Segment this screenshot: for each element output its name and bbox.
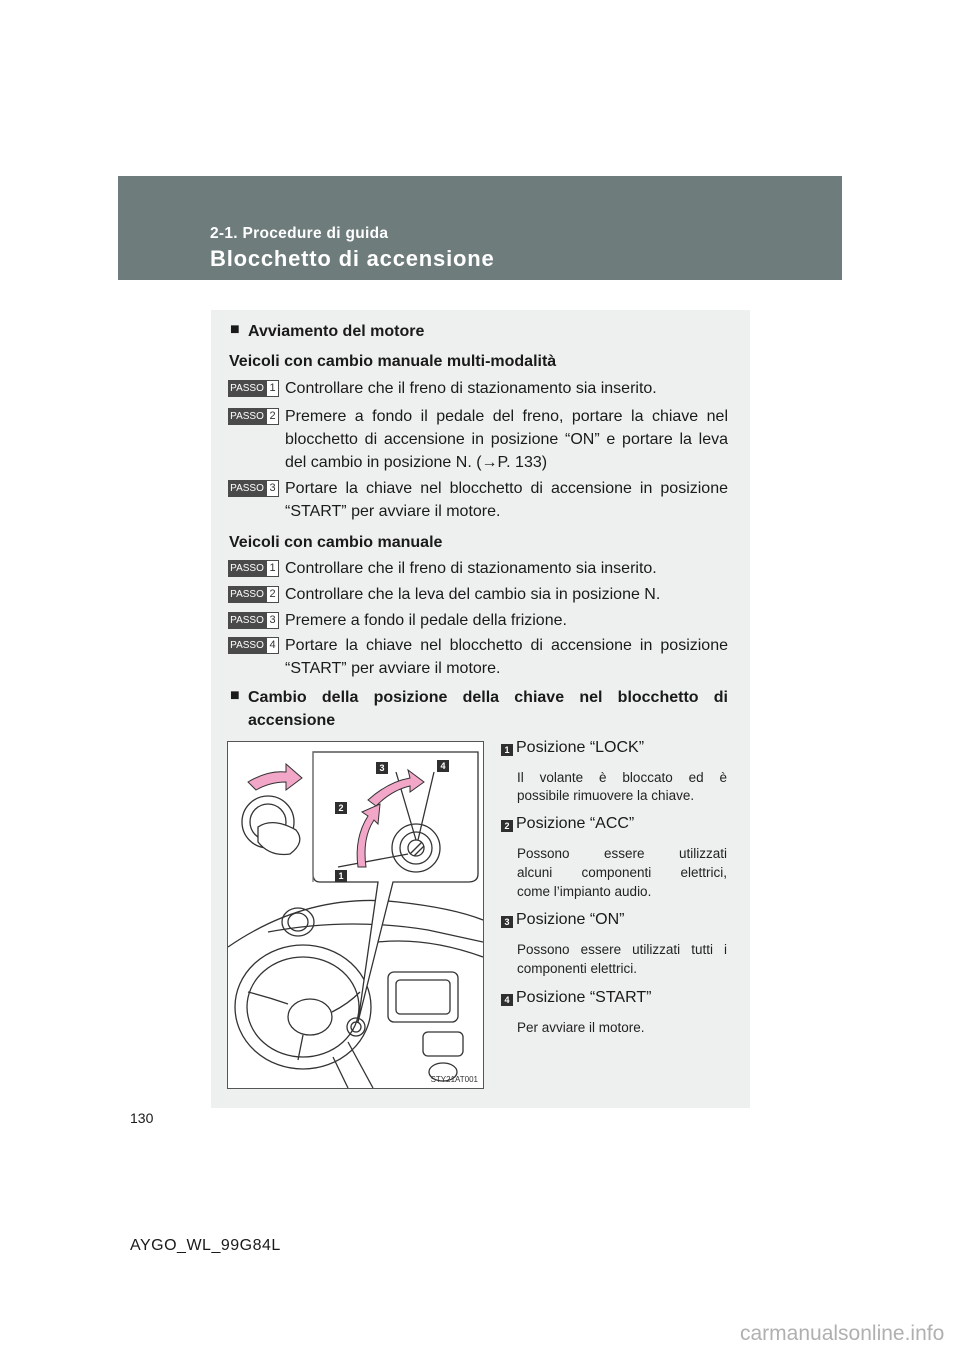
position-desc: alcuni componenti elettrici, — [517, 865, 727, 880]
ignition-diagram-svg — [228, 742, 483, 1088]
watermark: carmanualsonline.info — [740, 1322, 945, 1345]
step-badge: PASSO 2 — [228, 408, 279, 425]
footer-code: AYGO_WL_99G84L — [130, 1237, 281, 1254]
step-badge: PASSO 1 — [228, 560, 279, 577]
step-text: Portare la chiave nel blocchetto di accensione in posizione — [285, 480, 728, 497]
step-badge: PASSO 4 — [228, 637, 279, 654]
group-title-multimode: Veicoli con cambio manuale multi-modalità — [229, 353, 557, 370]
ignition-illustration — [227, 741, 484, 1089]
heading-key-position-cont: accensione — [248, 712, 336, 729]
group-title-manual: Veicoli con cambio manuale — [229, 534, 443, 551]
callout-badge: 1 — [501, 744, 513, 756]
step-text: Controllare che il freno di stazionamento sia inserito. — [285, 560, 657, 577]
callout-badge: 2 — [501, 820, 513, 832]
position-desc: componenti elettrici. — [517, 961, 638, 976]
step-badge: PASSO 3 — [228, 480, 279, 497]
position-desc: Possono essere utilizzati tutti i — [517, 942, 727, 957]
figure-callout-4: 4 — [440, 761, 446, 771]
page-number: 130 — [130, 1110, 154, 1126]
figure-callout-1: 1 — [338, 871, 344, 881]
section-label: 2-1. Procedure di guida — [210, 225, 389, 242]
step-text: Premere a fondo il pedale della frizione. — [285, 612, 567, 629]
step-text: blocchetto di accensione in posizione “ON” e portare la leva — [285, 431, 728, 448]
heading-engine-start: Avviamento del motore — [248, 323, 425, 340]
bullet-square-icon: ■ — [230, 687, 240, 704]
position-desc: Il volante è bloccato ed è — [517, 770, 727, 785]
figure-callout-2: 2 — [338, 803, 344, 813]
step-text: “START” per avviare il motore. — [285, 503, 501, 520]
position-desc: possibile rimuovere la chiave. — [517, 788, 695, 803]
callout-badge: 3 — [501, 916, 513, 928]
position-desc: Per avviare il motore. — [517, 1020, 645, 1035]
position-title: Posizione “ON” — [516, 911, 625, 928]
step-badge: PASSO 3 — [228, 612, 279, 629]
figure-callout-3: 3 — [379, 763, 385, 773]
callout-badge: 4 — [501, 994, 513, 1006]
position-desc: Possono essere utilizzati — [517, 846, 727, 861]
step-badge: PASSO 1 — [228, 380, 279, 397]
position-title: Posizione “START” — [516, 989, 652, 1006]
position-title: Posizione “LOCK” — [516, 739, 645, 756]
step-badge: PASSO 2 — [228, 586, 279, 603]
page-title: Blocchetto di accensione — [210, 246, 495, 271]
position-desc: come l’impianto audio. — [517, 884, 652, 899]
step-text: Portare la chiave nel blocchetto di accensione in posizione — [285, 637, 728, 654]
step-text: del cambio in posizione N. (→P. 133) — [285, 454, 548, 471]
step-text: “START” per avviare il motore. — [285, 660, 501, 677]
figure-code: STY21AT001 — [430, 1075, 478, 1084]
heading-key-position: Cambio della posizione della chiave nel blocchetto di — [248, 689, 728, 706]
chapter-header-band — [118, 176, 842, 280]
step-text: Controllare che la leva del cambio sia in posizione N. — [285, 586, 661, 603]
step-text: Premere a fondo il pedale del freno, portare la chiave nel — [285, 408, 728, 425]
bullet-square-icon: ■ — [230, 321, 240, 338]
position-title: Posizione “ACC” — [516, 815, 635, 832]
step-text: Controllare che il freno di stazionamento sia inserito. — [285, 380, 657, 397]
